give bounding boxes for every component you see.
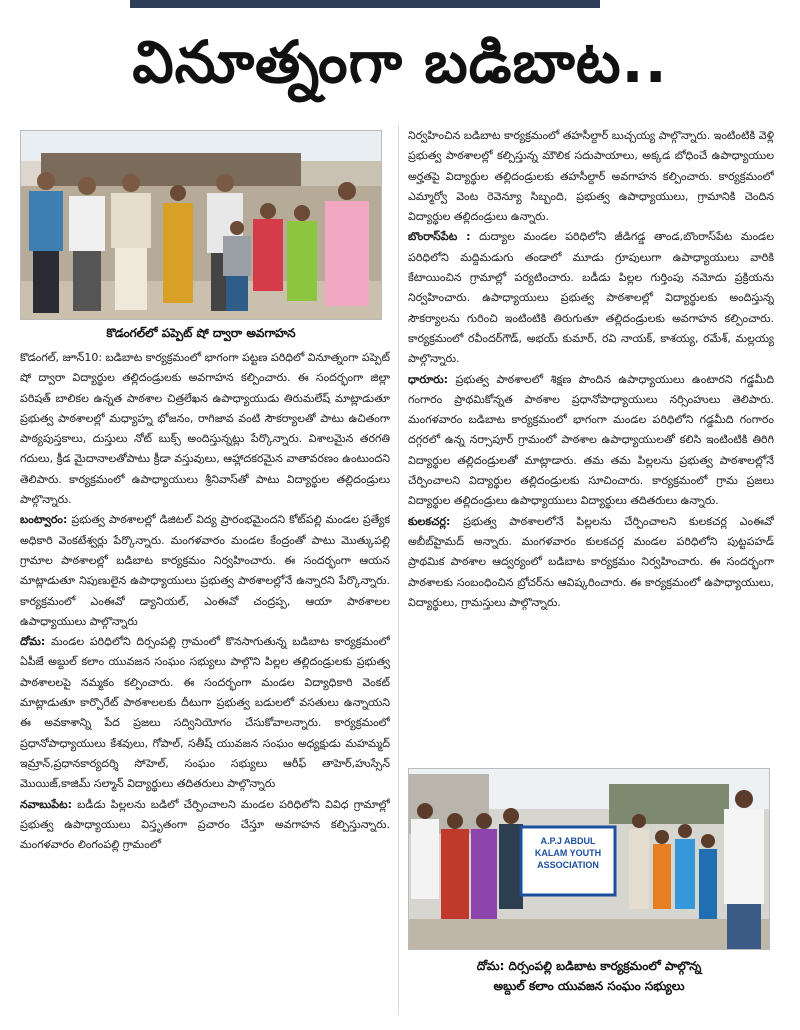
- paragraph-kulkacharla: కులకచర్ల: ప్రభుత్వ పాఠశాలలోనే పిల్లలను చేర్పించాలని కులకచర్ల ఎంఈవో అబీబ్‌హైమద్‌ అన్నారు. మంగళవారం కులకచర్ల మండల పరిధిలోని పుట్టపహడ్‌ ప్రాథమిక పాఠశాల ఆద్వర్యంలో బడిబాట కార్యక్రమం నిర్వహించారు. ఈ సందర్భంగా పాఠశాలకు సంబంధించిన బ్రోచర్‌ను ఆవిష్కరించారు. ఈ కార్యక్రమంలో ఉపాధ్యాయులు, విద్యార్థులు, గ్రామస్తులు పాల్గొన్నారు.: [408, 514, 774, 609]
- paragraph-bomraspet: బొంరాస్‌పేట : దుద్యాల మండల పరిధిలోని జీడిగడ్డ తాండ,బొంరాస్‌పేట మండల పరిధిలోని మద్దిమడుగు తండాలో మూడు గ్రూపులుగా ఉపాధ్యాయులు వారికి కేటాయించిన గ్రామాల్లో పర్యటించారు. బడీడు పిల్లల గుర్తింపు నమోదు ప్రక్రియను నిర్వహించారు. ఉపాధ్యాయులు ప్రభుత్వ పాఠశాలల్లో విద్యార్థులకు అందిస్తున్న సౌకర్యాలను గురించి ఇంటింటికి తిరుగుతూ తల్లిదండ్రులకు అవగాహన కల్పించారు. కార్యక్రమంలో రవీందర్‌గౌడ్‌, అభయ్‌ కుమార్‌, రవి నాయక్‌, కాశయ్య, రమేశ్‌, మల్లయ్య పాల్గొన్నారు.: [408, 230, 774, 366]
- photo-youth-association: [408, 768, 770, 950]
- paragraph-nawabpet-cont: నిర్వహించిన బడిబాట కార్యక్రమంలో తహసీల్దార్‌ బుచ్చయ్య పాల్గొన్నారు. ఇంటింటికి వెళ్లి ప్రభుత్వ పాఠశాలల్లో కల్పిస్తున్న మౌలిక సదుపాయాలు, అక్కడ బోధించే ఉపాధ్యాయుల అర్హతపై విద్యార్థుల తల్లిదండ్రులకు తహసీల్దార్‌ అవగాహన కల్పించారు. కార్యక్రమంలో ఎమ్మార్వో వెంట రెవెన్యూ సిబ్బంది, ప్రభుత్వ ఉపాధ్యాయులు, గ్రామానికి చెందిన విద్యార్థుల తల్లిదండ్రులు ఉన్నారు.: [408, 129, 774, 224]
- dateline-kulkacharla: కులకచర్ల:: [408, 514, 451, 528]
- dateline-dharur: ధారూరు:: [408, 372, 449, 386]
- youth-association-banner: A.P.J ABDUL KALAM YOUTH ASSOCIATION: [534, 836, 602, 870]
- paragraph-nawabpet: నవాబుపేట: బడీడు పిల్లలను బడిలో చేర్పించాలని మండల పరిధిలోని వివిధ గ్రామాల్లో ప్రభుత్వ ఉపాధ్యాయులు విస్తృతంగా ప్రచారం చేస్తూ అవగాహన కల్పిస్తున్నారు. మంగళవారం లింగంపల్లి గ్రామంలో: [20, 797, 390, 852]
- photo-youth-association-caption: [408, 956, 770, 996]
- caption-line-2: అబ్దుల్ కలాం యువజన సంఘం సభ్యులు: [493, 979, 685, 993]
- dateline-nawabpet: నవాబుపేట:: [20, 797, 73, 811]
- paragraph-doma: దోమ: మండల పరిధిలోని దిర్సంపల్లి గ్రామంలో కొనసాగుతున్న బడిబాట కార్యక్రమంలో ఏపీజే అబ్దుల్‌ కలాం యువజన సంఘం సభ్యులు పాల్గొని పిల్లల తల్లిదండ్రులకు ప్రభుత్వ పాఠశాలలపై నమ్మకం కల్పించారు. ఈ సందర్భంగా మండల విద్యాధికారి వెంకట్‌ మాట్లాడుతూ కార్పొరేట్‌ పాఠశాలలకు దీటుగా ప్రభుత్వ బడులలో వసతులు ఉన్నాయని ఈ అవకాశాన్ని పేద ప్రజలు సద్వినియోగం చేసుకోవాలన్నారు. కార్యక్రమంలో ప్రధానోపాధ్యాయులు కేశవులు, గోపాల్‌, సతీష్‌ యువజన సంఘం అధ్యక్షుడు మహమ్మద్‌ ఇమ్రాన్‌,ప్రధానకార్యదర్శి సోహెల్‌, సంఘం సభ్యులు ఆరీఫ్‌ తాహెర్‌,హుస్సేన్‌ మొయిజ్‌,కాజిమ్‌ సల్మాన్‌ విద్యార్థులు తదితరులు పాల్గొన్నారు: [20, 635, 390, 791]
- caption-line-1: దోమ: దిర్సంపల్లి బడిబాట కార్యక్రమంలో పాల్గొన్న: [476, 959, 702, 973]
- article-left-column: [20, 348, 390, 1012]
- top-color-bar: [130, 0, 600, 8]
- article-right-column: [408, 126, 774, 758]
- photo-puppet-show: [20, 130, 382, 320]
- photo-puppet-show-image: [21, 131, 382, 320]
- dateline-bantwaram: బంట్వారం:: [20, 513, 68, 527]
- paragraph-bantwaram: బంట్వారం: ప్రభుత్వ పాఠశాలల్లో డిజిటల్‌ విద్య ప్రారంభమైందని కోట్‌పల్లి మండల ప్రత్యేక అధికారి వెంకటేశ్వర్లు పేర్కొన్నారు. మంగళవారం మండల కేంద్రంతో పాటు మొత్కుపల్లి గ్రామాల పాఠశాలల్లో బడిబాట కార్యక్రమం నిర్వహించారు. ఈ సందర్భంగా ఆయన మాట్లాడుతూ నిపుణులైన ఉపాధ్యాయులు ప్రభుత్వ పాఠశాలల్లోనే ఉన్నారని పేర్కొన్నారు. కార్యక్రమంలో ఎంఈవో డ్యానియల్‌, ఎంఈవో చంద్రప్ప, ఆయా పాఠశాలల ఉపాధ్యాయులు పాల్గొన్నారు: [20, 513, 390, 628]
- dateline-bomraspet: బొంరాస్‌పేట :: [408, 230, 471, 244]
- paragraph-dharur: ధారూరు: ప్రభుత్వ పాఠశాలలో శిక్షణ పొందిన ఉపాధ్యాయులు ఉంటారని గడ్డమీది గంగారం ప్రాథమికోన్నత పాఠశాల ప్రధానోపాధ్యాయులు నర్సింహులు తెలిపారు. మంగళవారం బడిబాట కార్యక్రమంలో భాగంగా మండల పరిధిలోని గడ్డమీది గంగారం దగ్గరలో ఉన్న నర్సాపూర్‌ గ్రామంలో పాఠశాల ఉపాధ్యాయులతో కలిసి ఇంటింటికి తిరిగి విద్యార్థుల తల్లిదండ్రులతో మాట్లాడారు. తమ తమ పిల్లలను ప్రభుత్వ పాఠశాలల్లోనే చేర్పించాలని విద్యార్థుల తల్లిదండ్రులకు సూచించారు. కార్యక్రమంలో గ్రామ ప్రజలు విద్యార్థుల తల్లిదండ్రులు ఉపాధ్యాయులు విద్యార్థులు తదితరులు ఉన్నారు.: [408, 372, 774, 508]
- photo-puppet-show-caption: కొడంగల్‌లో పప్పెట్‌ షో ద్వారా అవగాహన: [106, 326, 296, 340]
- page-headline: వినూత్నంగా బడిబాట..: [132, 28, 668, 96]
- column-divider: [398, 125, 399, 1015]
- dateline-doma: దోమ:: [20, 635, 46, 649]
- paragraph-kodangal: కొడంగల్‌, జూన్‌10: బడిబాట కార్యక్రమంలో భాగంగా పట్టణ పరిధిలో వినూత్నంగా పప్పెట్‌ షో ద్వారా విద్యార్థుల తల్లిదండ్రులకు అవగాహన కల్పించారు. ఈ సందర్భంగా జిల్లా పరిషత్‌ బాలికల ఉన్నత పాఠశాల చిత్రలేఖన ఉపాధ్యాయుడు తిరుమలేష్‌ మాట్లాడుతూ ప్రభుత్వ పాఠశాలల్లో మధ్యాహ్న భోజనం, రాగిజావ వంటి సౌకర్యాలతో పాటు ఉచితంగా పాఠ్యపుస్తకాలు, దుస్తులు నోట్‌ బుక్స్‌ అందిస్తున్నట్లు పేర్కొన్నారు. విశాలమైన తరగతి గదులు, క్రీడ మైదానాలతోపాటు క్రీడా వస్తువులు, ఆహ్లాదకరమైన వాతావరణం ఉంటుందని తెలిపారు. కార్యక్రమంలో ఉపాధ్యాయులు శ్రీనివాస్‌తో పాటు విద్యార్థుల తల్లిదండ్రులు పాల్గొన్నారు.: [20, 351, 390, 507]
